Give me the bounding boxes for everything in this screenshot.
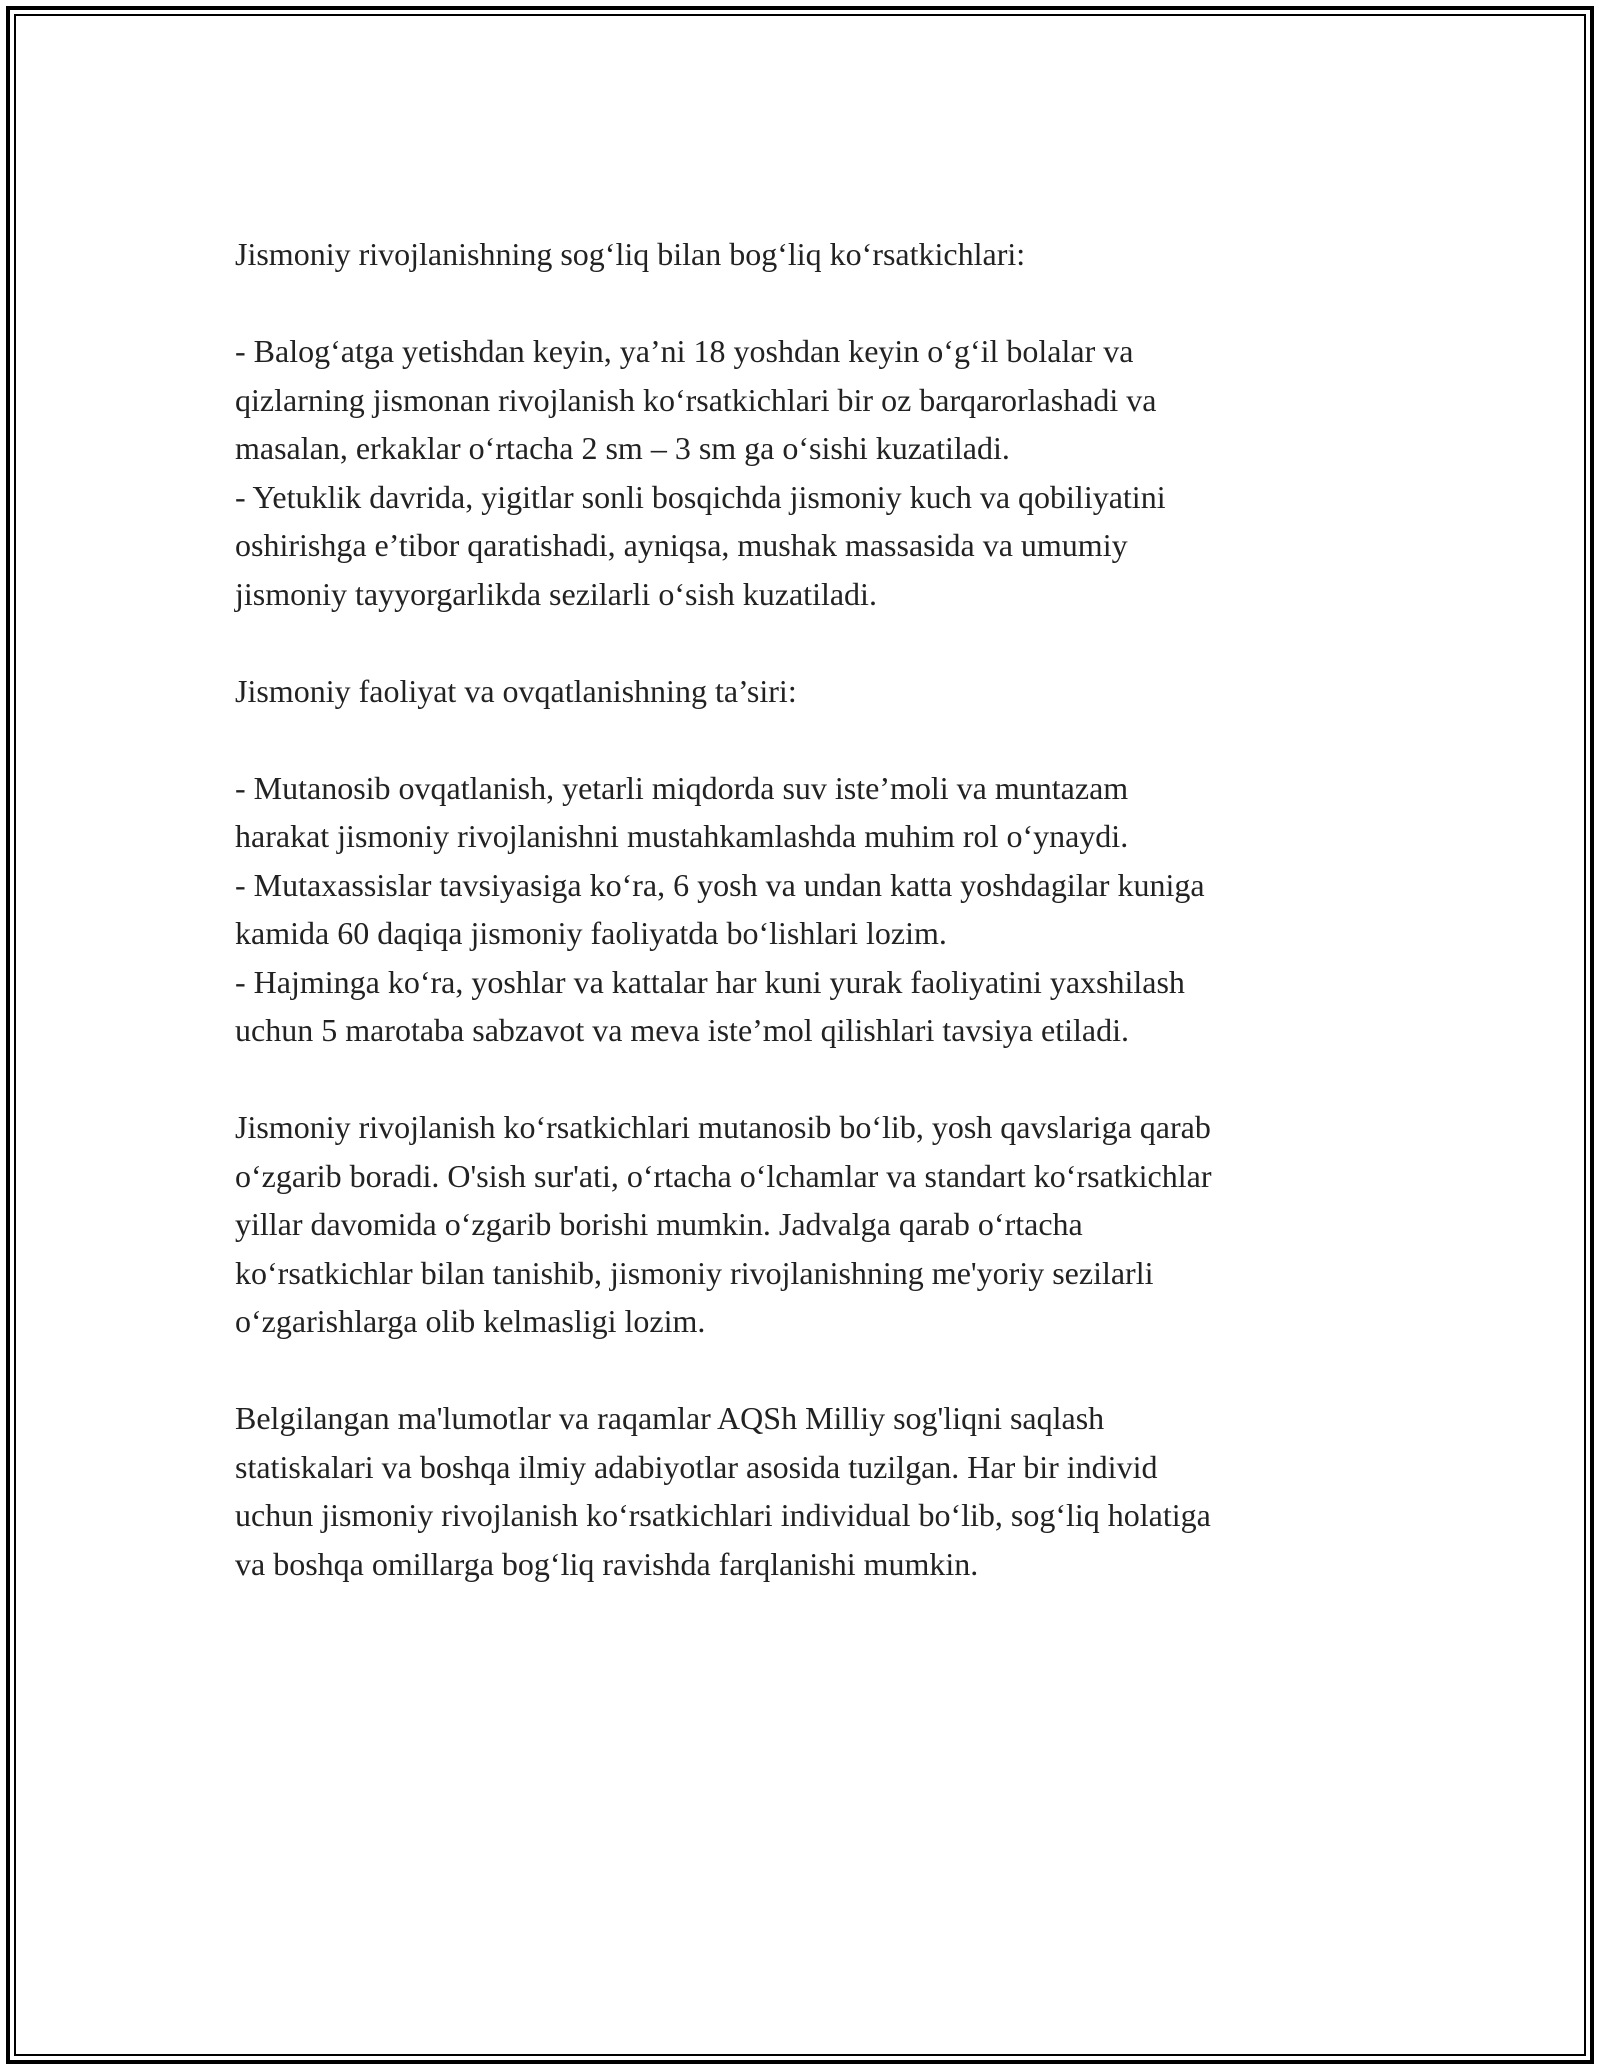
section-heading: Jismoniy faoliyat va ovqatlanishning ta’siri: xyxy=(235,672,797,709)
section-heading: Jismoniy rivojlanishning sog‘liq bilan bog‘liq ko‘rsatkichlari: xyxy=(235,236,1026,272)
text-line: - Yetuklik davrida, yigitlar sonli bosqichda jismoniy kuch va qobiliyatini xyxy=(235,478,1166,515)
text-line: harakat jismoniy rivojlanishni mustahkamlashda muhim rol o‘ynaydi. xyxy=(235,818,1129,854)
text-line: ko‘rsatkichlar bilan tanishib, jismoniy rivojlanishning me'yoriy sezilarli xyxy=(235,1254,1154,1291)
text-line: kamida 60 daqiqa jismoniy faoliyatda bo‘lishlari lozim. xyxy=(235,915,947,951)
text-line: uchun jismoniy rivojlanish ko‘rsatkichlari individual bo‘lib, sog‘liq holatiga xyxy=(235,1497,1211,1533)
text-line: va boshqa omillarga bog‘liq ravishda farqlanishi mumkin. xyxy=(235,1545,979,1582)
text-line: jismoniy tayyorgarlikda sezilarli o‘sish kuzatiladi. xyxy=(235,575,877,612)
text-line: - Hajminga ko‘ra, yoshlar va kattalar har kuni yurak faoliyatini yaxshilash xyxy=(235,963,1185,1000)
document-body xyxy=(235,230,1375,1588)
text-line: masalan, erkaklar o‘rtacha 2 sm – 3 sm ga o‘sishi kuzatiladi. xyxy=(235,430,1010,466)
text-line: Belgilangan ma'lumotlar va raqamlar AQSh Milliy sog'liqni saqlash xyxy=(235,1400,1105,1436)
text-line: oshirishga e’tibor qaratishadi, ayniqsa, mushak massasida va umumiy xyxy=(235,527,1128,563)
text-line: uchun 5 marotaba sabzavot va meva iste’mol qilishlari tavsiya etiladi. xyxy=(235,1012,1129,1048)
text-line: o‘zgarishlarga olib kelmasligi lozim. xyxy=(235,1303,706,1339)
text-line: - Mutaxassislar tavsiyasiga ko‘ra, 6 yosh va undan katta yoshdagilar kuniga xyxy=(235,866,1205,903)
paragraph-data-sources xyxy=(235,1394,1375,1588)
text-line: statiskalari va boshqa ilmiy adabiyotlar asosida tuzilgan. Har bir individ xyxy=(235,1448,1158,1485)
text-line: - Balog‘atga yetishdan keyin, ya’ni 18 yoshdan keyin o‘g‘il bolalar va xyxy=(235,333,1134,369)
text-line: yillar davomida o‘zgarib borishi mumkin. Jadvalga qarab o‘rtacha xyxy=(235,1206,1083,1242)
text-line: qizlarning jismonan rivojlanish ko‘rsatkichlari bir oz barqarorlashadi va xyxy=(235,381,1157,418)
text-line: o‘zgarib boradi. O'sish sur'ati, o‘rtacha o‘lchamlar va standart ko‘rsatkichlar xyxy=(235,1157,1212,1194)
text-line: Jismoniy rivojlanish ko‘rsatkichlari mutanosib bo‘lib, yosh qavslariga qarab xyxy=(235,1109,1211,1145)
section-health-indicators xyxy=(235,230,1375,618)
paragraph-development-indicators xyxy=(235,1103,1375,1346)
text-line: - Mutanosib ovqatlanish, yetarli miqdorda suv iste’moli va muntazam xyxy=(235,769,1129,806)
section-activity-nutrition xyxy=(235,667,1375,1055)
